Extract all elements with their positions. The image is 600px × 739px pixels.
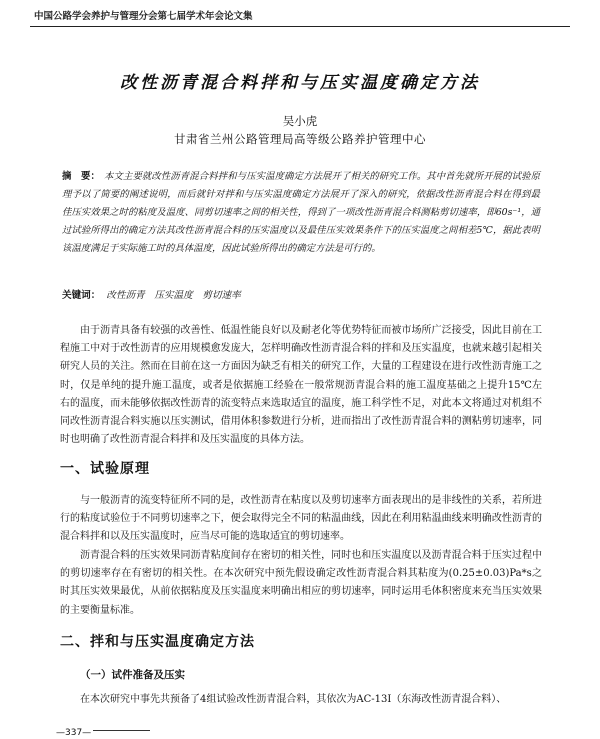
- keywords: [62, 287, 241, 301]
- section-1-heading: 一、试验原理: [60, 461, 150, 477]
- abstract: [62, 168, 540, 258]
- header-rule: [30, 26, 570, 27]
- section-2-heading: 二、拌和与压实温度确定方法: [60, 634, 255, 650]
- running-header: 中国公路学会养护与管理分会第七届学术年会论文集: [34, 11, 253, 22]
- paper-title: 改性沥青混合料拌和与压实温度确定方法: [120, 73, 480, 93]
- section-2-paragraph-1: 在本次研究中事先共预备了4组试验改性沥青混合料，其依次为AC-13I（东海改性沥青混合料）、: [80, 694, 507, 705]
- abstract-text: 本文主要就改性沥青混合料拌和与压实温度确定方法展开了相关的研究工作。其中首先就所开展的试验原理予以了简要的阐述说明，而后就针对拌和与压实温度确定方法展开了深入的研究，依据改性沥青混合料在得到最佳压实效果之时的粘度及温度、同剪切速率之间的相关性，得到了一项改性沥青混合料测粘剪切速率，即60s⁻¹，通过试验所得出的确定方法其改性沥青混合料的压实温度以及最佳压实效果条件下的压实温度之间相差5℃，据此表明该温度满足于实际施工时的具体温度，因此试验所得出的确定方法是可行的。: [62, 171, 540, 254]
- keywords-label: 关键词：: [62, 290, 101, 301]
- page-number: —337—: [56, 728, 92, 738]
- section-1-paragraph-1: 与一般沥青的流变特征所不同的是，改性沥青在粘度以及剪切速率方面表现出的是非线性的关系，若所进行的粘度试验位于不同剪切速率之下，便会取得完全不同的粘温曲线，因此在利用粘温曲线来明确改性沥青的混合料拌和以及压实温度时，应当尽可能的选取适宜的剪切速率。: [60, 495, 542, 543]
- section-1-paragraph-2: 沥青混合料的压实效果同沥青粘度间存在密切的相关性，同时也和压实温度以及沥青混合料于压实过程中的剪切速率存在有密切的相关性。在本次研究中预先假设确定改性沥青混合料其粘度为(0.25±0.03)Pa*s之时其压实效果最优，从前依据粘度及压实温度来明确出相应的剪切速率，同时运用毛体积密度来充当压实效果的主要衡量标准。: [60, 550, 542, 616]
- keywords-text: 改性沥青 压实温度 剪切速率: [106, 290, 241, 301]
- author-affiliation: 甘肃省兰州公路管理局高等级公路养护管理中心: [174, 132, 426, 146]
- abstract-label: 摘 要：: [62, 171, 100, 182]
- intro-paragraph: 由于沥青具备有较强的改善性、低温性能良好以及耐老化等优势特征而被市场所广泛接受，因此目前在工程施工中对于改性沥青的应用规模愈发庞大，怎样明确改性沥青混合料的拌和及压实温度，也就来越引起相关研究人员的关注。然而在目前在这一方面因为缺乏有相关的研究工作，大量的工程建设在进行改性沥青施工之时，仅是单纯的提升施工温度，或者是依据施工经验在一般常规沥青混合料的施工温度基础之上提升15℃左右的温度，而未能够依据改性沥青的流变特点来选取适宜的温度，施工科学性不足，对此本文将通过对机组不同改性沥青混合料实施以压实测试，借用体积参数进行分析，进而指出了改性沥青混合料的测粘剪切速率，同时也明确了改性沥青混合料拌和及压实温度的具体方法。: [60, 325, 542, 446]
- subsection-2-1-heading: （一）试件准备及压实: [80, 669, 185, 681]
- author-name: 吴小虎: [282, 114, 318, 128]
